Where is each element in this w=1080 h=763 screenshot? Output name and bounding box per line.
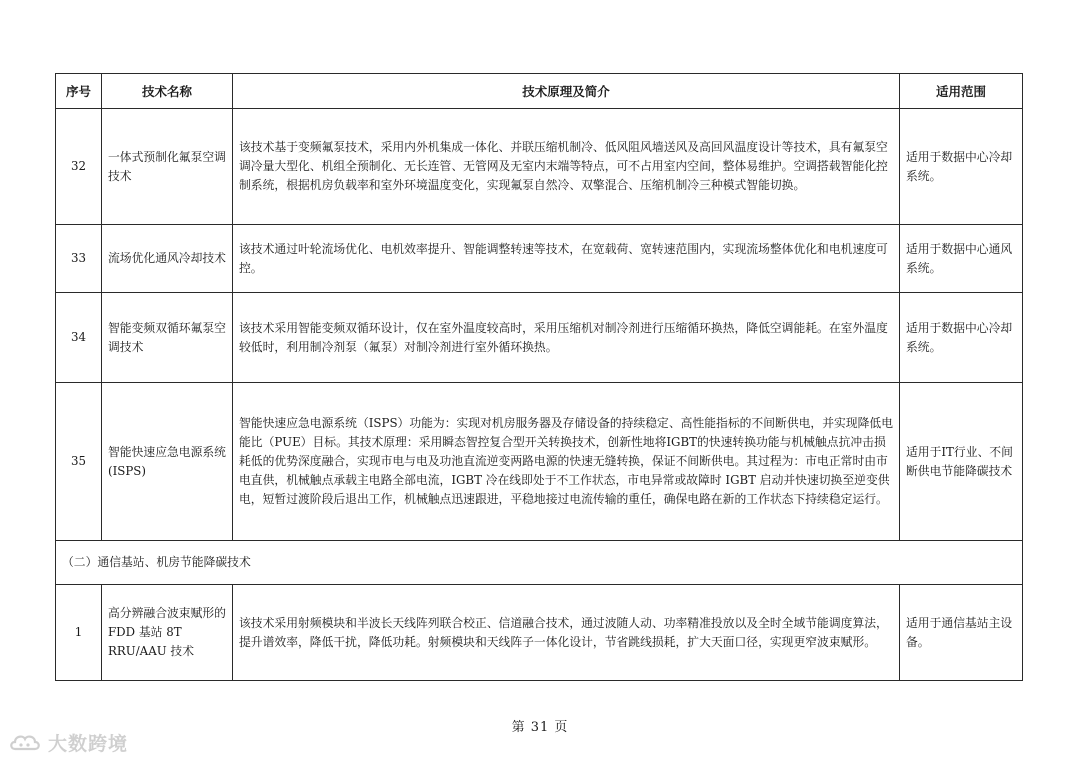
row-name: 流场优化通风冷却技术: [102, 225, 233, 293]
watermark: [8, 727, 128, 757]
section-title: （二）通信基站、机房节能降碳技术: [56, 541, 1023, 585]
row-scope: 适用于数据中心通风系统。: [900, 225, 1023, 293]
table-row: [56, 383, 1023, 541]
header-no: 序号: [56, 74, 102, 109]
row-desc: 该技术通过叶轮流场优化、电机效率提升、智能调整转速等技术，在宽载荷、宽转速范围内，实现流场整体优化和电机速度可控。: [233, 225, 900, 293]
row-name: 智能变频双循环氟泵空调技术: [102, 293, 233, 383]
table-row: [56, 109, 1023, 225]
table-row: [56, 293, 1023, 383]
table-header-row: [56, 74, 1023, 109]
watermark-text: 大数跨境: [48, 732, 129, 755]
table-row: [56, 225, 1023, 293]
page-number: 第 31 页: [511, 720, 569, 735]
row-no: 33: [56, 225, 102, 293]
table-row: [56, 585, 1023, 681]
header-name: 技术名称: [102, 74, 233, 109]
header-scope: 适用范围: [900, 74, 1023, 109]
row-name: 智能快速应急电源系统(ISPS): [102, 383, 233, 541]
row-desc: 该技术采用智能变频双循环设计，仅在室外温度较高时，采用压缩机对制冷剂进行压缩循环换热，降低空调能耗。在室外温度较低时，利用制冷剂泵（氟泵）对制冷剂进行室外循环换热。: [233, 293, 900, 383]
row-scope: 适用于数据中心冷却系统。: [900, 109, 1023, 225]
technology-table: [55, 73, 1023, 681]
row-no: 1: [56, 585, 102, 681]
row-scope: 适用于通信基站主设备。: [900, 585, 1023, 681]
row-name: 一体式预制化氟泵空调技术: [102, 109, 233, 225]
row-scope: 适用于IT行业、不间断供电节能降碳技术: [900, 383, 1023, 541]
row-desc: 该技术基于变频氟泵技术，采用内外机集成一体化、并联压缩机制冷、低风阻风墙送风及高回风温度设计等技术，具有氟泵空调冷量大型化、机组全预制化、无长连管、无管网及无室内末端等特点，可不占用室内空间，整体易维护。空调搭载智能化控制系统，根据机房负载率和室外环境温度变化，实现氟泵自然冷、双擎混合、压缩机制冷三种模式智能切换。: [233, 109, 900, 225]
section-row: [56, 541, 1023, 585]
cloud-logo-icon: [8, 730, 42, 754]
row-scope: 适用于数据中心冷却系统。: [900, 293, 1023, 383]
row-desc: 该技术采用射频模块和半波长天线阵列联合校正、信道融合技术，通过波随人动、功率精准投放以及全时全域节能调度算法，提升谱效率，降低干扰，降低功耗。射频模块和天线阵子一体化设计，节省跳线损耗，扩大天面口径，实现更窄波束赋形。: [233, 585, 900, 681]
row-no: 35: [56, 383, 102, 541]
row-desc: 智能快速应急电源系统（ISPS）功能为：实现对机房服务器及存储设备的持续稳定、高性能指标的不间断供电，并实现降低电能比（PUE）目标。其技术原理：采用瞬态智控复合型开关转换技术，创新性地将IGBT的快速转换功能与机械触点抗冲击损耗低的优势深度融合，实现市电与电及功池直流逆变两路电源的快速无缝转换，保证不间断供电。其过程为：市电正常时由市电直供，机械触点承载主电路全部电流，IGBT 冷在线即处于不工作状态，市电异常或故障时 IGBT 启动并快速切换至逆变供电，短暂过渡阶段后退出工作，机械触点迅速跟进，平稳地接过电流传输的重任，确保电路在新的工作状态下持续稳定运行。: [233, 383, 900, 541]
row-name: 高分辨融合波束赋形的 FDD 基站 8T RRU/AAU 技术: [102, 585, 233, 681]
row-no: 34: [56, 293, 102, 383]
header-desc: 技术原理及简介: [233, 74, 900, 109]
row-no: 32: [56, 109, 102, 225]
